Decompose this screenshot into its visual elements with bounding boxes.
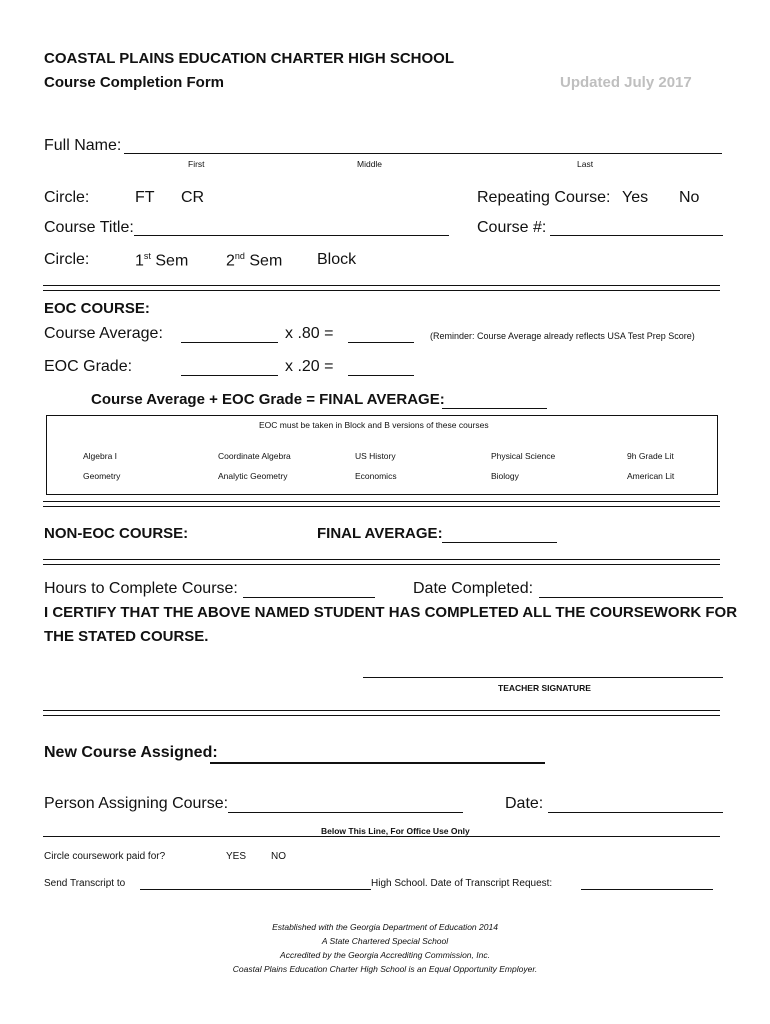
section-divider xyxy=(43,285,720,291)
course-item: US History xyxy=(355,451,396,461)
non-eoc-final-field[interactable] xyxy=(442,542,557,543)
option-cr[interactable]: CR xyxy=(181,189,205,206)
person-assigning-field[interactable] xyxy=(228,812,463,813)
assign-date-label: Date: xyxy=(505,795,544,812)
full-name-field[interactable] xyxy=(124,153,722,154)
sem1-num: 1 xyxy=(135,252,144,270)
course-number-label: Course #: xyxy=(477,219,547,236)
send-transcript-field[interactable] xyxy=(140,889,371,890)
eoc-final-average-field[interactable] xyxy=(442,408,547,409)
date-completed-label: Date Completed: xyxy=(413,580,534,597)
last-caption: Last xyxy=(577,159,594,169)
course-number-field[interactable] xyxy=(550,235,723,236)
hours-field[interactable] xyxy=(243,597,375,598)
sem1-sup: st xyxy=(143,251,151,261)
section-divider xyxy=(43,559,720,565)
middle-caption: Middle xyxy=(357,159,383,169)
footer-line3: Accredited by the Georgia Accrediting Commission, Inc. xyxy=(280,950,490,960)
school-name: COASTAL PLAINS EDUCATION CHARTER HIGH SCHOOL xyxy=(44,50,455,67)
course-item: Economics xyxy=(355,471,397,481)
office-use-caption: Below This Line, For Office Use Only xyxy=(321,826,470,836)
course-item: American Lit xyxy=(627,471,675,481)
teacher-signature-field[interactable] xyxy=(363,677,723,678)
grade-result-field[interactable] xyxy=(348,375,414,376)
sem2-rest: Sem xyxy=(244,252,283,270)
new-course-label: New Course Assigned: xyxy=(44,744,218,761)
assign-date-field[interactable] xyxy=(548,812,723,813)
course-average-field[interactable] xyxy=(181,342,278,343)
first-caption: First xyxy=(188,159,205,169)
course-title-label: Course Title: xyxy=(44,219,134,236)
footer-line1: Established with the Georgia Department of Education 2014 xyxy=(272,922,498,932)
form-title: Course Completion Form xyxy=(44,74,225,91)
course-item: 9h Grade Lit xyxy=(627,451,674,461)
non-eoc-final-label: FINAL AVERAGE: xyxy=(317,525,443,542)
eoc-course-box xyxy=(46,415,718,495)
footer-line4: Coastal Plains Education Charter High School is an Equal Opportunity Employer. xyxy=(232,964,538,974)
new-course-field[interactable] xyxy=(210,762,545,764)
sem2-sup: nd xyxy=(234,251,245,261)
office-divider xyxy=(43,836,720,837)
paid-label: Circle coursework paid for? xyxy=(44,851,166,862)
option-block[interactable]: Block xyxy=(317,251,357,268)
eoc-note: EOC must be taken in Block and B versions of these courses xyxy=(259,420,489,430)
course-title-field[interactable] xyxy=(134,235,449,236)
reminder-note: (Reminder: Course Average already reflects USA Test Prep Score) xyxy=(430,331,695,341)
date-completed-field[interactable] xyxy=(539,597,723,598)
avg-multiplier: x .80 = xyxy=(285,325,334,342)
certify-line2: THE STATED COURSE. xyxy=(44,628,209,645)
sem1-rest: Sem xyxy=(150,252,189,270)
repeating-yes[interactable]: Yes xyxy=(622,189,649,206)
option-ft[interactable]: FT xyxy=(135,189,155,206)
footer-line2: A State Chartered Special School xyxy=(321,936,449,946)
grade-multiplier: x .20 = xyxy=(285,358,334,375)
course-average-label: Course Average: xyxy=(44,325,163,342)
course-item: Biology xyxy=(491,471,519,481)
course-item: Analytic Geometry xyxy=(218,471,288,481)
full-name-label: Full Name: xyxy=(44,137,122,154)
section-divider xyxy=(43,710,720,716)
updated-date: Updated July 2017 xyxy=(560,74,692,91)
certify-line1: I CERTIFY THAT THE ABOVE NAMED STUDENT HAS COMPLETED ALL THE COURSEWORK FOR xyxy=(44,604,738,621)
paid-no[interactable]: NO xyxy=(271,851,286,862)
teacher-signature-caption: TEACHER SIGNATURE xyxy=(498,683,591,693)
final-formula: Course Average + EOC Grade = FINAL AVERAGE: xyxy=(91,391,445,408)
paid-yes[interactable]: YES xyxy=(226,851,247,862)
sem2-num: 2 xyxy=(226,252,235,270)
eoc-heading: EOC COURSE: xyxy=(44,300,150,317)
course-item: Physical Science xyxy=(491,451,556,461)
eoc-grade-label: EOC Grade: xyxy=(44,358,133,375)
hours-label: Hours to Complete Course: xyxy=(44,580,238,597)
eoc-grade-field[interactable] xyxy=(181,375,278,376)
send-transcript-label: Send Transcript to xyxy=(44,878,126,889)
option-1st-sem[interactable] xyxy=(135,251,188,270)
semester-circle-label: Circle: xyxy=(44,251,90,268)
transcript-request-label: High School. Date of Transcript Request: xyxy=(371,878,553,889)
avg-result-field[interactable] xyxy=(348,342,414,343)
section-divider xyxy=(43,501,720,507)
repeating-label: Repeating Course: xyxy=(477,189,611,206)
repeating-no[interactable]: No xyxy=(679,189,700,206)
option-2nd-sem[interactable] xyxy=(226,251,282,270)
course-item: Coordinate Algebra xyxy=(218,451,291,461)
transcript-request-field[interactable] xyxy=(581,889,713,890)
course-item: Geometry xyxy=(83,471,121,481)
course-item: Algebra I xyxy=(83,451,118,461)
non-eoc-heading: NON-EOC COURSE: xyxy=(44,525,189,542)
person-assigning-label: Person Assigning Course: xyxy=(44,795,229,812)
circle-label: Circle: xyxy=(44,189,90,206)
